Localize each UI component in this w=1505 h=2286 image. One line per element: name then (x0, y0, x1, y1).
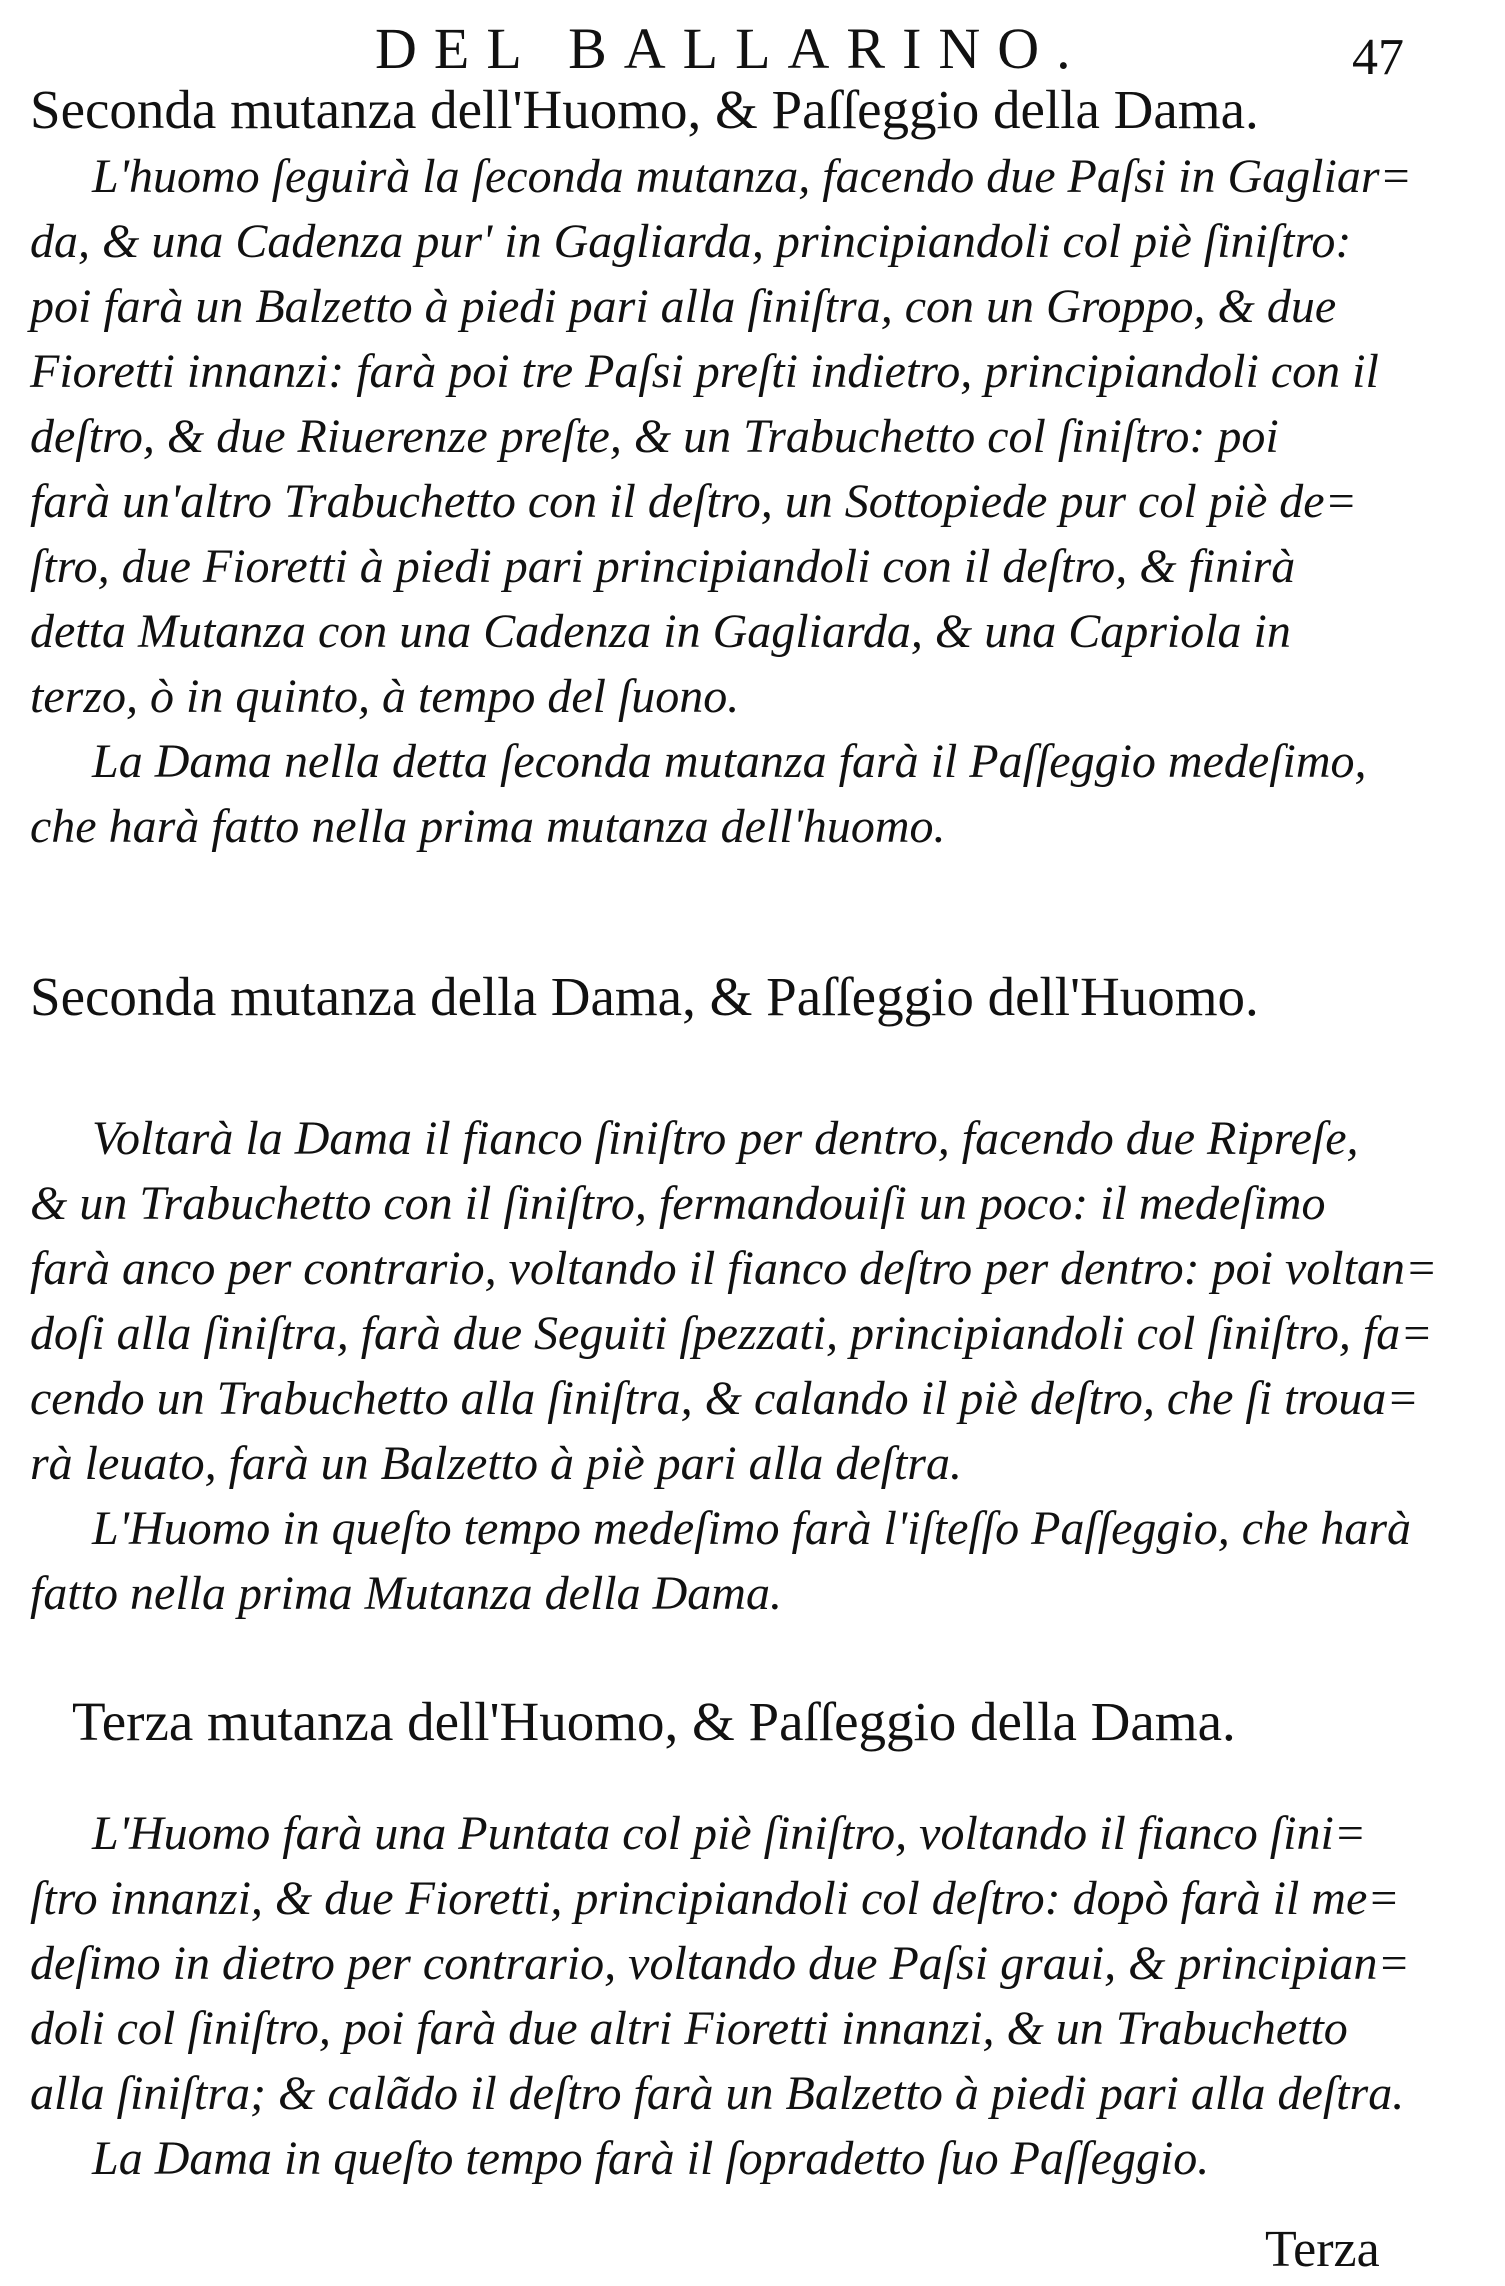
running-title: DEL BALLARINO. (375, 16, 1088, 81)
text-line: & un Trabuchetto con il ſiniſtro, fermandouiſi un poco: il medeſimo (30, 1177, 1326, 1230)
text-line: ſtro, due Fioretti à piedi pari principiandoli con il deſtro, & finirà (30, 540, 1296, 593)
text-line: farà un'altro Trabuchetto con il deſtro, un Sottopiede pur col piè de= (30, 475, 1357, 528)
text-line: L'Huomo farà una Puntata col piè ſiniſtro, voltando il fianco ſini= (92, 1807, 1367, 1860)
catchword: Terza (1265, 2221, 1380, 2278)
text-line: Fioretti innanzi: farà poi tre Paſsi preſti indietro, principiandoli con il (30, 345, 1379, 398)
text-line: detta Mutanza con una Cadenza in Gagliarda, & una Capriola in (30, 605, 1291, 658)
text-line: doli col ſiniſtro, poi farà due altri Fioretti innanzi, & un Trabuchetto (30, 2002, 1348, 2055)
section-heading-1: Seconda mutanza dell'Huomo, & Paſſeggio della Dama. (30, 79, 1259, 140)
text-line: deſtro, & due Riuerenze preſte, & un Trabuchetto col ſiniſtro: poi (30, 410, 1279, 463)
text-line: Voltarà la Dama il fianco ſiniſtro per dentro, facendo due Ripreſe, (92, 1112, 1359, 1165)
text-line: deſimo in dietro per contrario, voltando due Paſsi graui, & principian= (30, 1937, 1410, 1990)
text-line: L'huomo ſeguirà la ſeconda mutanza, facendo due Paſsi in Gagliar= (92, 150, 1412, 203)
page-number: 47 (1352, 29, 1404, 86)
text-line: fatto nella prima Mutanza della Dama. (30, 1567, 782, 1620)
section-heading-3: Terza mutanza dell'Huomo, & Paſſeggio della Dama. (72, 1691, 1236, 1752)
text-line: L'Huomo in queſto tempo medeſimo farà l'iſteſſo Paſſeggio, che harà (92, 1502, 1412, 1555)
text-line: alla ſiniſtra; & calãdo il deſtro farà un Balzetto à piedi pari alla deſtra. (30, 2067, 1405, 2120)
text-line: doſi alla ſiniſtra, farà due Seguiti ſpezzati, principiandoli col ſiniſtro, fa= (30, 1307, 1433, 1360)
section-heading-2: Seconda mutanza della Dama, & Paſſeggio dell'Huomo. (30, 966, 1259, 1027)
text-line: La Dama nella detta ſeconda mutanza farà il Paſſeggio medeſimo, (92, 735, 1367, 788)
text-line: che harà fatto nella prima mutanza dell'huomo. (30, 800, 946, 853)
text-line: da, & una Cadenza pur' in Gagliarda, principiandoli col piè ſiniſtro: (30, 215, 1352, 268)
text-line: rà leuato, farà un Balzetto à piè pari alla deſtra. (30, 1437, 962, 1490)
text-line: terzo, ò in quinto, à tempo del ſuono. (30, 670, 740, 723)
text-line: La Dama in queſto tempo farà il ſopradetto ſuo Paſſeggio. (92, 2132, 1210, 2185)
text-line: ſtro innanzi, & due Fioretti, principiandoli col deſtro: dopò farà il me= (30, 1872, 1400, 1925)
running-head (0, 16, 1505, 86)
text-line: poi farà un Balzetto à piedi pari alla ſiniſtra, con un Groppo, & due (30, 280, 1337, 333)
text-line: cendo un Trabuchetto alla ſiniſtra, & calando il piè deſtro, che ſi troua= (30, 1372, 1419, 1425)
text-line: farà anco per contrario, voltando il fianco deſtro per dentro: poi voltan= (30, 1242, 1438, 1295)
